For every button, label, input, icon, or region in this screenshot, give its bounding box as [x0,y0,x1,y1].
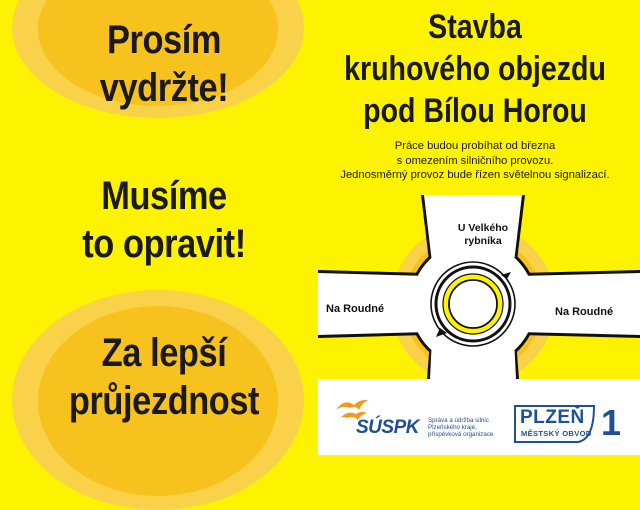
label-u-velkeho-rybnika [446,222,520,248]
label-top-line1: U Velkého [457,222,509,234]
suspk-desc-line2: Plzeňského kraje, [428,424,477,432]
suspk-desc-line3: příspěvková organizace [428,431,494,439]
description-line1: Práce budou probíhat od března [394,140,556,152]
slogan3-line2: průjezdnost [68,379,260,423]
title-line3: pod Bílou Horou [363,92,587,130]
label-top-line2: rybníka [464,235,502,247]
suspk-description [428,417,493,439]
slogan1-line1: Prosím [106,18,222,62]
title-line1: Stavba [428,8,522,46]
slogan1-line2: vydržte! [99,66,229,110]
slogan3-line1: Za lepší [101,331,227,375]
central-island-inner [449,280,497,328]
plzen-name: PLZEŇ [520,407,585,428]
slogan2-line2: to opravit! [82,222,246,266]
suspk-name: SÚSPK [356,417,419,438]
slogan-za-lepsi-pruzjezdnost [23,329,305,425]
slogan2-line1: Musíme [101,174,227,218]
plzen-subtitle: MĚSTSKÝ OBVOD [521,429,592,438]
description-line2: s omezením silničního provozu. [396,154,554,167]
label-na-roudne-right: Na Roudné [555,306,614,318]
slogan-musime-to-opravit [23,172,305,268]
title-line2: kruhového objezdu [344,50,606,88]
label-na-roudne-left: Na Roudné [326,303,385,315]
plzen-number: 1 [601,402,622,443]
description-line3: Jednosměrný provoz bude řízen světelnou signalizací. [340,169,610,181]
suspk-desc-line1: Správa a údržba silnic [428,417,489,424]
description [330,139,620,183]
main-title [336,6,613,132]
slogan-prosim-vydrzte [23,16,305,112]
